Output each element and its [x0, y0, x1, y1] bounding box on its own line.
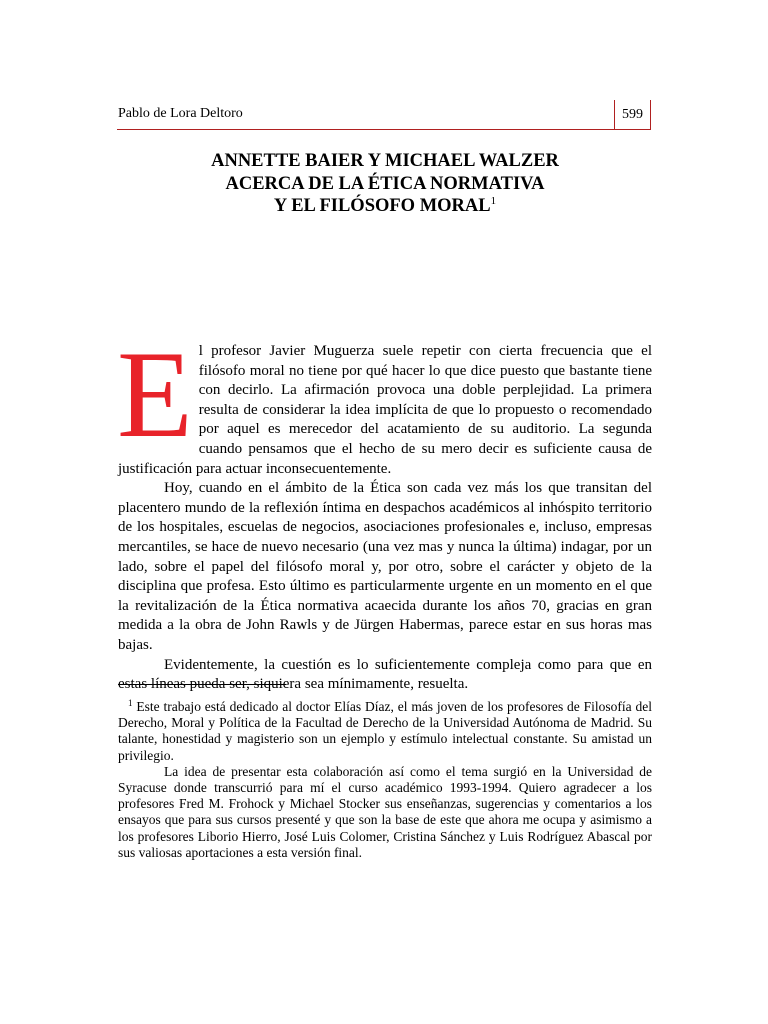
- header-rule: [117, 129, 651, 130]
- drop-cap: E: [117, 326, 193, 463]
- article-body: [117, 326, 652, 695]
- title-line-3: [118, 195, 652, 218]
- title-footnote-ref[interactable]: 1: [490, 195, 497, 207]
- title-line-2: ACERCA DE LA ÉTICA NORMATIVA: [225, 173, 545, 194]
- running-header-author: Pablo de Lora Deltoro: [118, 106, 243, 121]
- footnote-marker: 1: [128, 698, 133, 708]
- title-line-1: ANNETTE BAIER Y MICHAEL WALZER: [211, 151, 559, 171]
- footnotes: [118, 699, 652, 861]
- paragraph-2: Hoy, cuando en el ámbito de la Ética son cada vez más los que transitan del placentero mundo de la reflexión íntima en despachos académicos al inhóspito territorio de los hospitales, escuelas de negocios, asociaciones profesionales e, incluso, empresas mercantiles, se hace de nuevo necesario (una vez mas y nunca la última) indagar, por un lado, sobre el papel del filósofo moral y, por otro, sobre el carácter y objeto de la disciplina que profesa. Esto último es particularmente urgente en un momento en el que la revitalización de la Ética normativa acaecida durante los años 70, gracias en gran medida a la obra de John Rawls y de Jürgen Habermas, parece estar en sus horas mas bajas.: [118, 480, 652, 653]
- page-number: 599: [614, 100, 651, 129]
- title-line-3-text: Y EL FILÓSOFO MORAL: [273, 196, 491, 216]
- paragraph-1: [117, 326, 652, 479]
- footnote-1-continuation: La idea de presentar esta colaboración así como el tema surgió en la Universidad de Syracuse donde transcurrió para mí el curso académico 1993-1994. Quiero agradecer a los profesores Fred M. Frohock y Michael Stocker sus enseñanzas, sugerencias y comentarios a los ensayos que para sus cursos presenté y que son la base de este que ahora me ocupa y asimismo a los profesores Liborio Hierro, José Luis Colomer, Cristina Sánchez y Luis Rodríguez Abascal por sus valiosas aportaciones a esta versión final.: [118, 763, 652, 860]
- footnote-1-text: Este trabajo está dedicado al doctor Elías Díaz, el más joven de los profesores de Filosofía del Derecho, Moral y Política de la Facultad de Derecho de la Universidad Autónoma de Madrid. Su talante, honestidad y magisterio son un ejemplo y estímulo intelectual constante. Su amistad un privilegio.: [118, 699, 652, 763]
- paragraph-3: Evidentemente, la cuestión es lo suficientemente compleja como para que en estas líneas pueda ser, siquiera sea mínimamente, resuelta.: [118, 656, 652, 693]
- footnote-separator: [118, 684, 286, 685]
- article-title: [118, 150, 652, 218]
- paragraph-1-text: l profesor Javier Muguerza suele repetir con cierta frecuencia que el filósofo moral no tiene por qué hacer lo que dice puesto que bastante tiene con decirlo. La afirmación provoca una doble perplejidad. La primera resulta de considerar la idea implícita de que lo propuesto o recomendado por aquel es merecedor del acatamiento de su auditorio. La segunda cuando pensamos que el hecho de su mero decir es suficiente causa de justificación para actuar inconsecuentemente.: [118, 343, 652, 477]
- footnote-1: [118, 699, 652, 764]
